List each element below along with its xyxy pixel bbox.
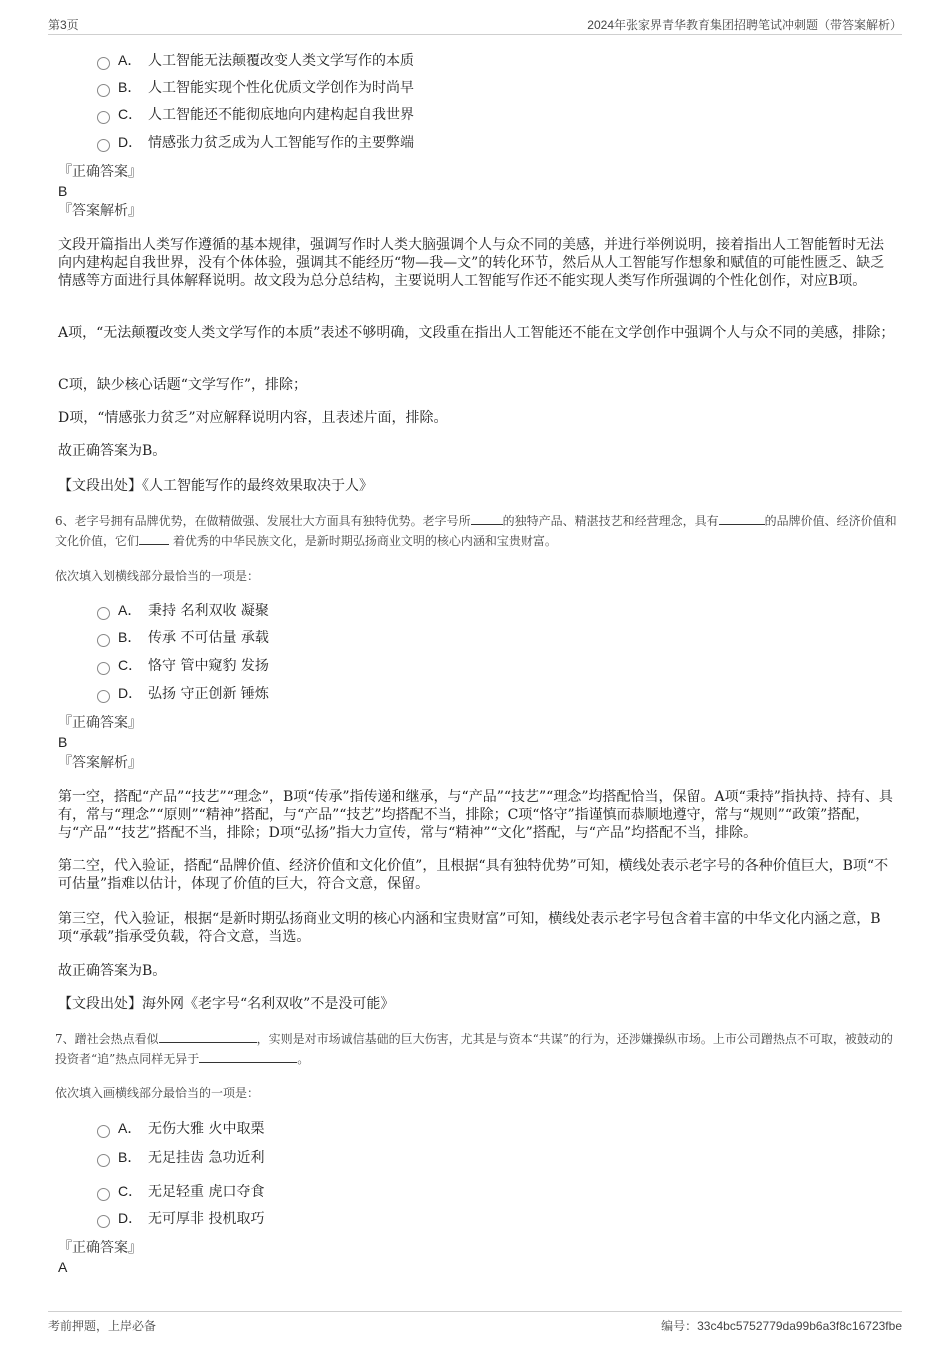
q6-option-a[interactable]: A． 秉持 名利双收 凝聚 bbox=[97, 599, 269, 621]
radio-icon[interactable] bbox=[97, 1125, 110, 1138]
q7-answer-label: 『正确答案』 bbox=[58, 1240, 142, 1256]
q6-analysis-p4: 故正确答案为B。 bbox=[58, 963, 167, 979]
radio-icon[interactable] bbox=[97, 690, 110, 703]
q7-option-c[interactable]: C． 无足轻重 虎口夺食 bbox=[97, 1180, 264, 1202]
radio-icon[interactable] bbox=[97, 57, 110, 70]
document-title: 2024年张家界青华教育集团招聘笔试冲刺题（带答案解析） bbox=[587, 18, 902, 32]
q6-source: 【文段出处】海外网《老字号“名利双收”不是没可能》 bbox=[58, 996, 395, 1012]
q5-analysis-label: 『答案解析』 bbox=[58, 203, 142, 219]
q7-answer: A bbox=[58, 1259, 68, 1275]
q5-option-b[interactable]: B． 人工智能实现个性化优质文学创作为时尚早 bbox=[97, 76, 414, 98]
q5-option-a[interactable]: A． 人工智能无法颠覆改变人类文学写作的本质 bbox=[97, 49, 414, 71]
document-code: 编号：33c4bc5752779da99b6a3f8c16723fbe bbox=[661, 1319, 902, 1333]
q5-analysis-p1: 文段开篇指出人类写作遵循的基本规律，强调写作时人类大脑强调个人与众不同的美感，并进行举例说明，接着指出人工智能暂时无法向内建构起自我世界，没有个体体验，强调其不能经历“物—我—文”的转化环节，然后从人工智能写作想象和赋值的可能性匮乏、缺乏情感等方面进行具体解释说明。故文段为总分总结构，主要说明人工智能写作还不能实现人类写作所强调的个性化创作，对应B项。 bbox=[58, 237, 885, 289]
option-text: 无足轻重 虎口夺食 bbox=[148, 1184, 265, 1200]
option-text: 无伤大雅 火中取栗 bbox=[148, 1121, 265, 1137]
page-number: 第3页 bbox=[48, 18, 79, 32]
blank-line bbox=[471, 512, 503, 525]
radio-icon[interactable] bbox=[97, 607, 110, 620]
q6-answer: B bbox=[58, 734, 68, 750]
q5-analysis-p4: D项，“情感张力贫乏”对应解释说明内容，且表述片面，排除。 bbox=[58, 410, 448, 426]
blank-line bbox=[719, 512, 765, 525]
option-text: 人工智能还不能彻底地向内建构起自我世界 bbox=[148, 107, 414, 123]
q6-analysis-p1: 第一空，搭配“产品”“技艺”“理念”，B项“传承”指传递和继承，与“产品”“技艺”“理念”均搭配恰当，保留。A项“秉持”指执持、持有、具有，常与“理念”“原则”“精神”搭配，与“产品”“技艺”均搭配不当，排除；C项“恪守”指谨慎而恭顺地遵守，常与“规则”“政策”搭配，与“产品”“技艺”搭配不当，排除；D项“弘扬”指大力宣传，常与“精神”“文化”搭配，与“产品”均搭配不当，排除。 bbox=[58, 789, 893, 841]
radio-icon[interactable] bbox=[97, 139, 110, 152]
option-text: 弘扬 守正创新 锤炼 bbox=[148, 686, 269, 702]
q7-stem: 7、蹭社会热点看似 ，实则是对市场诚信基础的巨大伤害，尤其是与资本“共谋”的行为，还涉嫌操纵市场。上市公司蹭热点不可取，被鼓动的投资者“追”热点同样无异于 。 bbox=[55, 1032, 893, 1066]
q7-option-a[interactable]: A． 无伤大雅 火中取栗 bbox=[97, 1117, 264, 1139]
footer-slogan: 考前押题，上岸必备 bbox=[48, 1319, 157, 1333]
q5-answer-label: 『正确答案』 bbox=[58, 164, 142, 180]
blank-line bbox=[159, 1030, 257, 1043]
q6-option-d[interactable]: D． 弘扬 守正创新 锤炼 bbox=[97, 682, 269, 704]
radio-icon[interactable] bbox=[97, 111, 110, 124]
q6-option-b[interactable]: B． 传承 不可估量 承载 bbox=[97, 626, 269, 648]
q5-analysis-p2: A项，“无法颠覆改变人类文学写作的本质”表述不够明确，文段重在指出人工智能还不能在文学创作中强调个人与众不同的美感，排除； bbox=[58, 325, 895, 341]
radio-icon[interactable] bbox=[97, 84, 110, 97]
option-text: 人工智能无法颠覆改变人类文学写作的本质 bbox=[148, 53, 414, 69]
option-text: 无足挂齿 急功近利 bbox=[148, 1150, 265, 1166]
q7-prompt: 依次填入画横线部分最恰当的一项是： bbox=[55, 1086, 260, 1100]
q5-source: 【文段出处】《人工智能写作的最终效果取决于人》 bbox=[58, 478, 373, 494]
q6-stem: 6、老字号拥有品牌优势，在做精做强、发展壮大方面具有独特优势。老字号所 的独特产品、精湛技艺和经营理念，具有 的品牌价值、经济价值和文化价值，它们 着优秀的中华民族文化，是新时期弘扬商业文明的核心内涵和宝贵财富。 bbox=[55, 514, 897, 548]
q6-answer-label: 『正确答案』 bbox=[58, 715, 142, 731]
option-text: 恪守 管中窥豹 发扬 bbox=[148, 658, 269, 674]
q5-analysis-p5: 故正确答案为B。 bbox=[58, 443, 167, 459]
option-text: 人工智能实现个性化优质文学创作为时尚早 bbox=[148, 80, 414, 96]
page-footer bbox=[48, 1311, 902, 1336]
q7-option-d[interactable]: D． 无可厚非 投机取巧 bbox=[97, 1207, 264, 1229]
q6-prompt: 依次填入划横线部分最恰当的一项是： bbox=[55, 569, 260, 583]
q6-option-c[interactable]: C． 恪守 管中窥豹 发扬 bbox=[97, 654, 269, 676]
radio-icon[interactable] bbox=[97, 1215, 110, 1228]
q5-option-c[interactable]: C． 人工智能还不能彻底地向内建构起自我世界 bbox=[97, 103, 414, 125]
q6-analysis-p3: 第三空，代入验证，根据“是新时期弘扬商业文明的核心内涵和宝贵财富”可知，横线处表示老字号包含着丰富的中华文化内涵之意，B项“承载”指承受负载，符合文意，当选。 bbox=[58, 911, 881, 945]
option-text: 情感张力贫乏成为人工智能写作的主要弊端 bbox=[148, 135, 414, 151]
page-header bbox=[48, 14, 902, 35]
q5-answer: B bbox=[58, 183, 68, 199]
blank-line bbox=[139, 532, 169, 545]
q7-option-b[interactable]: B． 无足挂齿 急功近利 bbox=[97, 1146, 264, 1168]
radio-icon[interactable] bbox=[97, 662, 110, 675]
q6-analysis-label: 『答案解析』 bbox=[58, 755, 142, 771]
radio-icon[interactable] bbox=[97, 634, 110, 647]
radio-icon[interactable] bbox=[97, 1188, 110, 1201]
option-text: 传承 不可估量 承载 bbox=[148, 630, 269, 646]
radio-icon[interactable] bbox=[97, 1154, 110, 1167]
option-text: 无可厚非 投机取巧 bbox=[148, 1211, 265, 1227]
q5-option-d[interactable]: D． 情感张力贫乏成为人工智能写作的主要弊端 bbox=[97, 131, 414, 153]
q6-analysis-p2: 第二空，代入验证，搭配“品牌价值、经济价值和文化价值”，且根据“具有独特优势”可知，横线处表示老字号的各种价值巨大，B项“不可估量”指难以估计，体现了价值的巨大，符合文意，保留。 bbox=[58, 858, 889, 892]
option-text: 秉持 名利双收 凝聚 bbox=[148, 603, 269, 619]
blank-line bbox=[199, 1050, 297, 1063]
q5-analysis-p3: C项，缺少核心话题“文学写作”，排除； bbox=[58, 377, 308, 393]
